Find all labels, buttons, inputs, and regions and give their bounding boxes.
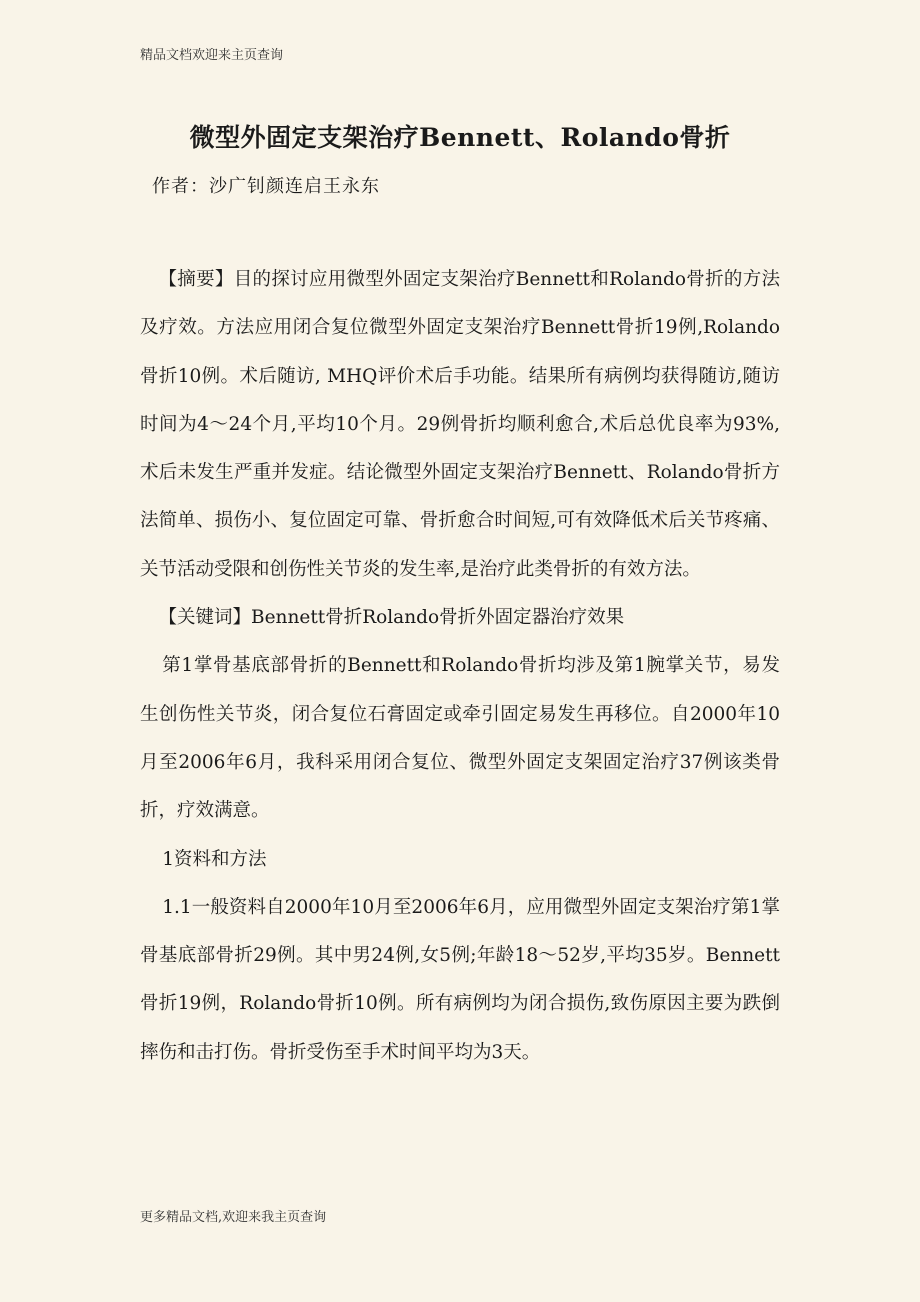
intro-paragraph: 第1掌骨基底部骨折的Bennett和Rolando骨折均涉及第1腕掌关节，易发生创伤性关节炎，闭合复位石膏固定或牵引固定易发生再移位。自2000年10月至2006年6月，我科采用闭合复位、微型外固定支架固定治疗37例该类骨折，疗效满意。 bbox=[140, 655, 780, 822]
authors-line: 作者：沙广钊颜连启王永东 bbox=[152, 176, 380, 197]
keywords-paragraph: 【关键词】Bennett骨折Rolando骨折外固定器治疗效果 bbox=[158, 607, 625, 629]
footer-note: 更多精品文档,欢迎来我主页查询 bbox=[140, 1210, 327, 1225]
general-data-paragraph: 1.1一般资料自2000年10月至2006年6月，应用微型外固定支架治疗第1掌骨基底部骨折29例。其中男24例,女5例;年龄18～52岁,平均35岁。Bennett骨折19例，Rolando骨折10例。所有病例均为闭合损伤,致伤原因主要为跌倒摔伤和击打伤。骨折受伤至手术时间平均为3天。 bbox=[140, 896, 780, 1063]
document-title: 微型外固定支架治疗Bennett、Rolando骨折 bbox=[189, 123, 731, 152]
header-note: 精品文档欢迎来主页查询 bbox=[140, 48, 284, 63]
abstract-paragraph: 【摘要】目的探讨应用微型外固定支架治疗Bennett和Rolando骨折的方法及疗效。方法应用闭合复位微型外固定支架治疗Bennett骨折19例,Rolando骨折10例。术后随访, MHQ评价术后手功能。结果所有病例均获得随访,随访时间为4～24个月,平均10个月。29例骨折均顺利愈合,术后总优良率为93%,术后未发生严重并发症。结论微型外固定支架治疗Bennett、Rolando骨折方法简单、损伤小、复位固定可靠、骨折愈合时间短,可有效降低术后关节疼痛、关节活动受限和创伤性关节炎的发生率,是治疗此类骨折的有效方法。 bbox=[140, 269, 780, 580]
section-heading: 1资料和方法 bbox=[162, 848, 267, 870]
document-body bbox=[140, 256, 780, 1077]
